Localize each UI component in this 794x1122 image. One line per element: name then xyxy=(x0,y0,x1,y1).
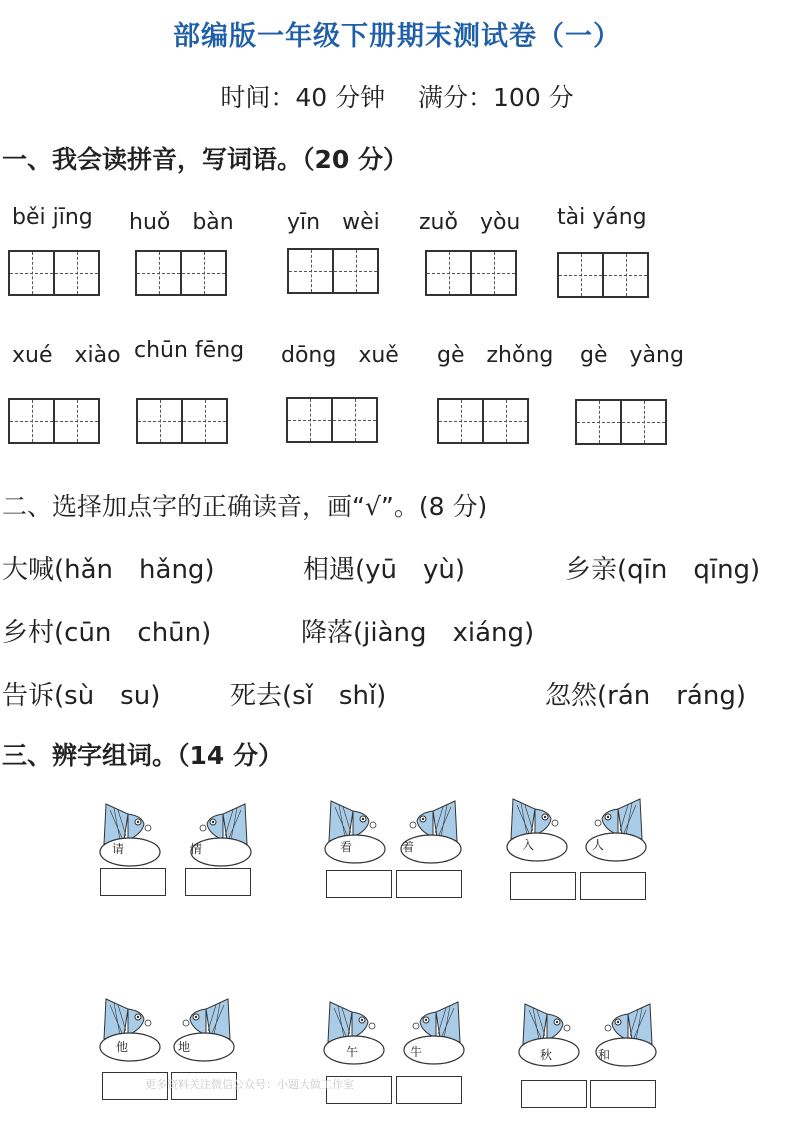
writing-grid[interactable] xyxy=(287,248,379,294)
answer-box[interactable] xyxy=(396,1076,462,1104)
choice-item[interactable]: 忽然(rán ráng) xyxy=(545,681,746,711)
choice-item[interactable]: 告诉(sù su) xyxy=(2,681,161,711)
pinyin-1-4: zuǒ yòu xyxy=(419,210,521,235)
answer-box[interactable] xyxy=(100,868,166,896)
writing-grid[interactable] xyxy=(136,398,228,444)
pinyin-2-3: dōng xuě xyxy=(281,343,399,368)
choice-item[interactable]: 大喊(hǎn hǎng) xyxy=(2,555,215,585)
fish-character: 看 xyxy=(340,840,353,854)
fish-character: 着 xyxy=(402,840,415,854)
fish-icon xyxy=(183,800,253,868)
fish-character: 地 xyxy=(178,1040,191,1054)
fish-icon xyxy=(98,800,168,868)
writing-grid[interactable] xyxy=(425,250,517,296)
watermark: 更多资料关注微信公众号：小题大做工作室 xyxy=(145,1078,354,1091)
fish-character: 和 xyxy=(598,1048,611,1062)
pinyin-2-1: xué xiào xyxy=(12,343,121,368)
page-title: 部编版一年级下册期末测试卷（一） xyxy=(173,21,621,52)
answer-box[interactable] xyxy=(396,870,462,898)
answer-box[interactable] xyxy=(580,872,646,900)
pinyin-2-2: chūn fēng xyxy=(134,338,245,363)
fish-character: 入 xyxy=(522,838,535,852)
answer-box[interactable] xyxy=(185,868,251,896)
pinyin-2-4: gè zhǒng xyxy=(437,343,554,368)
pinyin-1-2: huǒ bàn xyxy=(129,210,234,235)
fish-character: 午 xyxy=(346,1045,359,1059)
answer-box[interactable] xyxy=(326,870,392,898)
choice-item[interactable]: 乡村(cūn chūn) xyxy=(2,618,212,648)
fish-character: 情 xyxy=(190,842,203,856)
fish-icon xyxy=(166,995,236,1063)
fish-character: 牛 xyxy=(410,1045,423,1059)
writing-grid[interactable] xyxy=(8,250,100,296)
fish-icon xyxy=(505,795,575,863)
exam-meta: 时间：40 分钟 满分：100 分 xyxy=(220,83,574,112)
choice-item[interactable]: 死去(sǐ shǐ) xyxy=(230,681,387,711)
writing-grid[interactable] xyxy=(286,397,378,443)
choice-item[interactable]: 相遇(yū yù) xyxy=(303,555,466,585)
writing-grid[interactable] xyxy=(575,399,667,445)
writing-grid[interactable] xyxy=(8,398,100,444)
fish-icon xyxy=(578,795,648,863)
section-2-heading: 二、选择加点字的正确读音，画“√”。(8 分) xyxy=(2,492,488,521)
choice-item[interactable]: 乡亲(qīn qīng) xyxy=(565,555,761,585)
fish-icon xyxy=(323,797,393,865)
fish-character: 他 xyxy=(116,1040,129,1054)
writing-grid[interactable] xyxy=(437,398,529,444)
pinyin-2-5: gè yàng xyxy=(580,343,684,368)
fish-character: 请 xyxy=(112,842,125,856)
pinyin-1-5: tài yáng xyxy=(557,205,647,230)
fish-character: 人 xyxy=(592,838,605,852)
answer-box[interactable] xyxy=(590,1080,656,1108)
writing-grid[interactable] xyxy=(135,250,227,296)
pinyin-1-3: yīn wèi xyxy=(287,210,380,235)
pinyin-1-1: běi jīng xyxy=(12,205,93,230)
section-3-heading: 三、辨字组词。（14 分） xyxy=(2,741,283,770)
section-1-heading: 一、我会读拼音，写词语。（20 分） xyxy=(2,145,408,174)
fish-character: 秋 xyxy=(540,1048,553,1062)
fish-icon xyxy=(98,995,168,1063)
writing-grid[interactable] xyxy=(557,252,649,298)
answer-box[interactable] xyxy=(510,872,576,900)
fish-icon xyxy=(396,998,466,1066)
answer-box[interactable] xyxy=(521,1080,587,1108)
choice-item[interactable]: 降落(jiàng xiáng) xyxy=(301,618,535,648)
